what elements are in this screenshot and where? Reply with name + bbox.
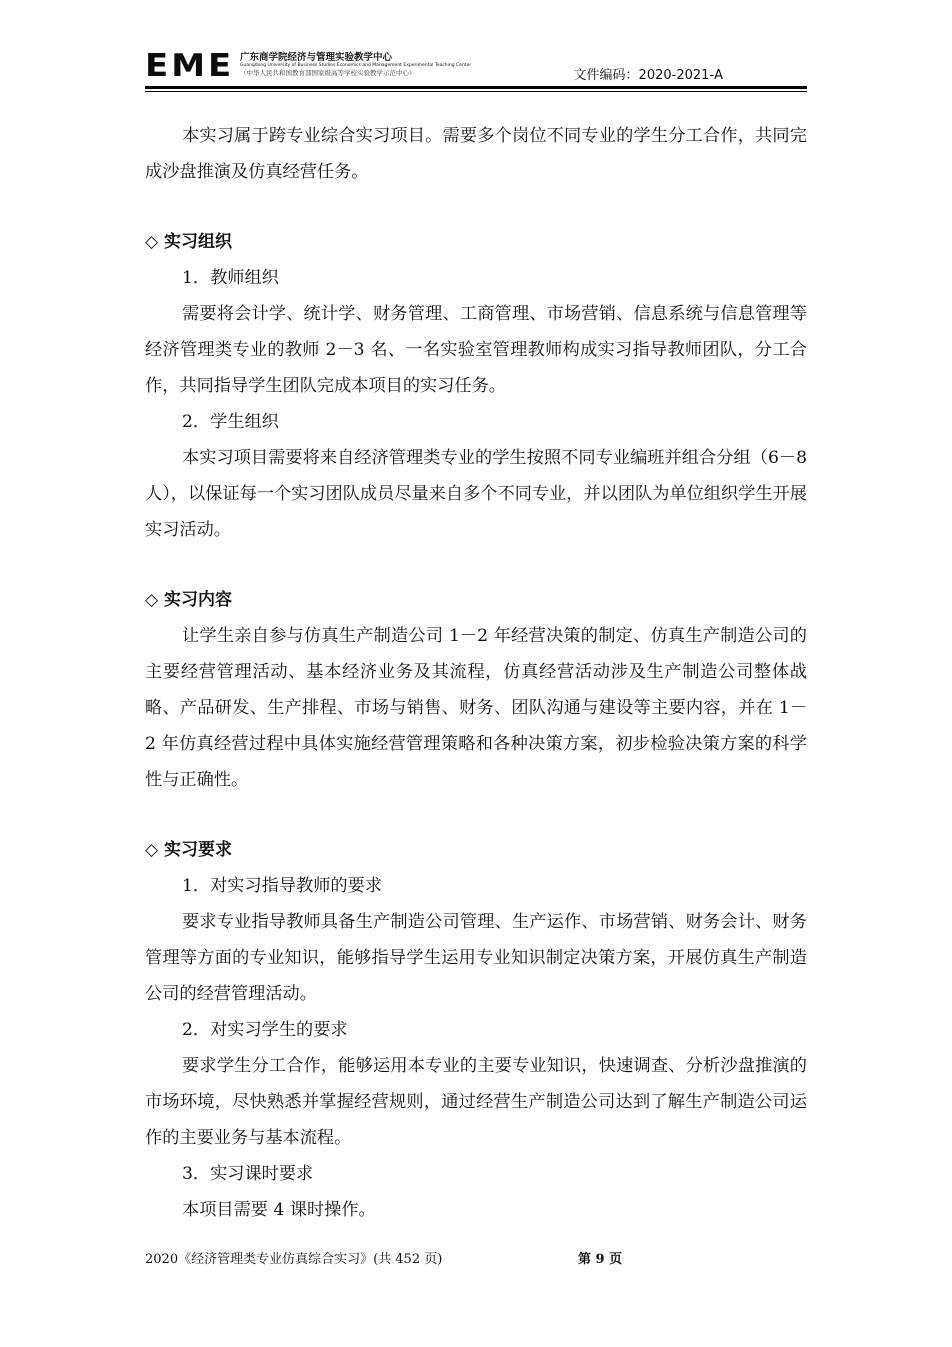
- organization-name-block: [240, 52, 471, 78]
- eme-logo: EME: [145, 47, 235, 85]
- header-rule-thin: [145, 91, 807, 92]
- organization-name-cn: 广东商学院经济与管理实验教学中心: [240, 52, 393, 63]
- section-gap: [145, 548, 807, 582]
- subheading-class-hours: 3．实习课时要求: [182, 1164, 314, 1184]
- subheading-student-organization: 2．学生组织: [182, 412, 279, 432]
- paragraph-student-requirements: 要求学生分工合作，能够运用本专业的主要专业知识，快速调查、分析沙盘推演的市场环境，尽快熟悉并掌握经营规则，通过经营生产制造公司达到了解生产制造公司运作的主要业务与基本流程。: [145, 1056, 807, 1148]
- section-heading-requirements: ◇ 实习要求: [145, 840, 232, 860]
- subheading-student-requirements: 2．对实习学生的要求: [182, 1020, 348, 1040]
- organization-subtitle: （中华人民共和国教育部国家级高等学校实验教学示范中心）: [240, 69, 416, 77]
- footer-book-title: 2020《经济管理类专业仿真综合实习》(共 452 页): [145, 1252, 443, 1267]
- paragraph-class-hours: 本项目需要 4 课时操作。: [182, 1200, 376, 1220]
- section-heading-organization: ◇ 实习组织: [145, 232, 232, 252]
- paragraph-student-organization: 本实习项目需要将来自经济管理类专业的学生按照不同专业编班并组合分组（6－8 人），以保证每一个实习团队成员尽量来自多个不同专业，并以团队为单位组织学生开展实习活动。: [145, 448, 807, 540]
- intro-paragraph: 本实习属于跨专业综合实习项目。需要多个岗位不同专业的学生分工合作，共同完成沙盘推演及仿真经营任务。: [145, 126, 807, 182]
- subheading-teacher-requirements: 1．对实习指导教师的要求: [182, 876, 382, 896]
- paragraph-teacher-requirements: 要求专业指导教师具备生产制造公司管理、生产运作、市场营销、财务会计、财务管理等方面的专业知识，能够指导学生运用专业知识制定决策方案，开展仿真生产制造公司的经营管理活动。: [145, 912, 807, 1004]
- subheading-teacher-organization: 1．教师组织: [182, 268, 279, 288]
- document-body: [145, 118, 807, 1228]
- section-gap: [145, 798, 807, 832]
- organization-name-en: Guangdong University of Business Studies Economics and Management Experimental Teaching Center: [240, 63, 472, 68]
- paragraph-teacher-organization: 需要将会计学、统计学、财务管理、工商管理、市场营销、信息系统与信息管理等经济管理类专业的教师 2－3 名、一名实验室管理教师构成实习指导教师团队，分工合作，共同指导学生团队完成本项目的实习任务。: [145, 304, 807, 396]
- section-heading-content: ◇ 实习内容: [145, 590, 232, 610]
- section-gap: [145, 190, 807, 224]
- page-number: 第 9 页: [578, 1252, 623, 1267]
- document-code: 文件编码：2020-2021-A: [573, 68, 723, 83]
- header-rule-thick: [145, 86, 807, 89]
- paragraph-content: 让学生亲自参与仿真生产制造公司 1－2 年经营决策的制定、仿真生产制造公司的主要经营管理活动、基本经济业务及其流程，仿真经营活动涉及生产制造公司整体战略、产品研发、生产排程、市场与销售、财务、团队沟通与建设等主要内容，并在 1－2 年仿真经营过程中具体实施经营管理策略和各种决策方案，初步检验决策方案的科学性与正确性。: [145, 626, 807, 790]
